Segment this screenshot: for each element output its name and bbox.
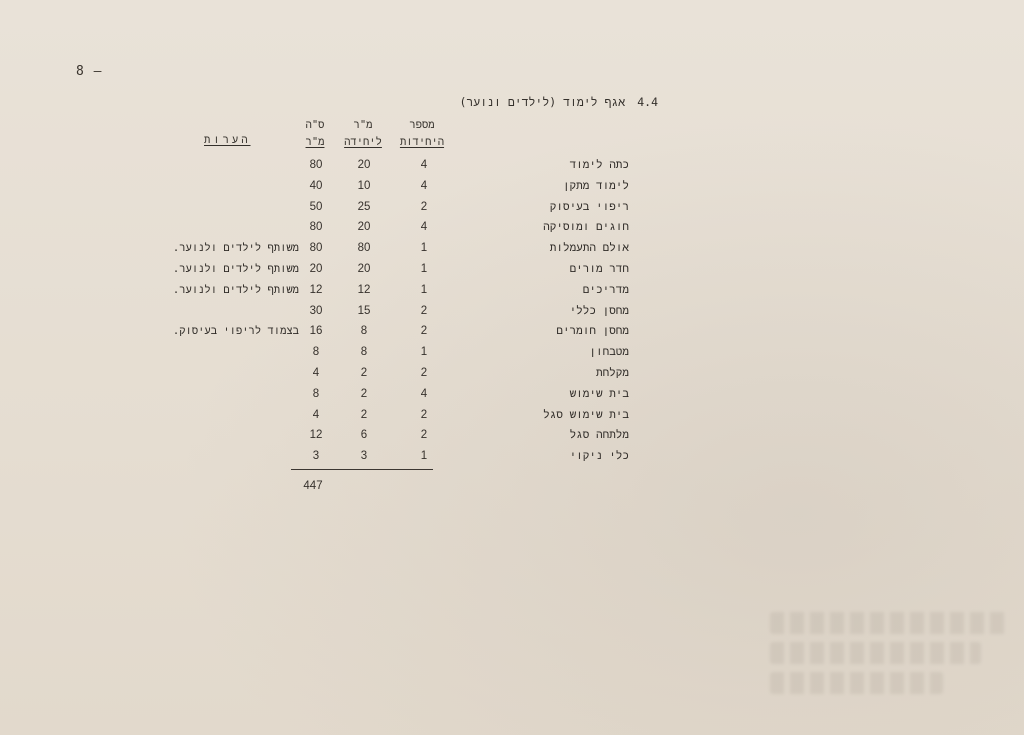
area-per-unit: 2 [360, 408, 368, 421]
row-note: בצמוד לריפוי בעיסוק. [172, 325, 299, 338]
total-area: 12 [309, 429, 323, 442]
table-row [0, 405, 1024, 426]
room-name: מדריכים [582, 282, 629, 296]
room-name: חוגים ומוסיקה [543, 220, 629, 234]
row-note: משותף לילדים ולנוער. [172, 242, 299, 255]
area-per-unit: 25 [357, 200, 371, 213]
table-row [0, 259, 1024, 280]
unit-count: 4 [420, 179, 428, 192]
room-name: ריפוי בעיסוק [549, 199, 629, 213]
table-row [0, 384, 1024, 405]
table-row [0, 280, 1024, 301]
table-row [0, 217, 1024, 238]
column-header-units [396, 117, 448, 151]
total-area: 80 [309, 242, 323, 255]
room-name: מקלחת [595, 365, 629, 379]
area-per-unit: 10 [357, 179, 371, 192]
area-per-unit: 20 [357, 159, 371, 171]
total-area: 4 [312, 408, 320, 421]
room-name: מטבחון [589, 345, 629, 359]
column-header-units-line1: מספר [409, 119, 435, 131]
total-area: 20 [309, 262, 323, 275]
table-row [0, 321, 1024, 342]
column-header-area-line2: ליחידה [344, 136, 382, 148]
area-per-unit: 2 [360, 387, 368, 400]
room-name: כלי ניקוי [569, 449, 629, 463]
unit-count: 1 [420, 242, 428, 255]
area-per-unit: 15 [357, 304, 371, 317]
total-area: 16 [309, 325, 323, 338]
unit-count: 2 [420, 304, 428, 317]
room-name: מלתחה סגל [569, 428, 629, 442]
area-per-unit: 20 [357, 262, 371, 275]
unit-count: 2 [420, 200, 428, 213]
room-name: מחסן חומרים [556, 324, 629, 338]
total-area: 4 [312, 366, 320, 379]
total-area: 80 [309, 221, 323, 234]
table-row [0, 301, 1024, 322]
row-note: משותף לילדים ולנוער. [172, 262, 299, 275]
page-number: 8 – [76, 64, 103, 79]
table-row [0, 197, 1024, 218]
area-per-unit: 6 [360, 429, 368, 442]
area-per-unit: 12 [357, 283, 371, 296]
room-name: בית שימוש סגל [543, 407, 629, 421]
table-row [0, 425, 1024, 446]
total-divider-line [291, 469, 433, 470]
section-number: 4.4 [637, 95, 658, 109]
unit-count: 1 [420, 450, 428, 463]
total-area: 80 [309, 159, 323, 171]
table-row [0, 238, 1024, 259]
room-name: אולם התעמלות [549, 241, 629, 255]
total-area: 3 [312, 450, 320, 463]
total-area: 8 [312, 387, 320, 400]
bleed-through-text [770, 612, 1010, 702]
unit-count: 2 [420, 366, 428, 379]
area-per-unit: 20 [357, 221, 371, 234]
space-program-table [0, 155, 1024, 467]
table-row [0, 176, 1024, 197]
unit-count: 2 [420, 325, 428, 338]
section-title: אגף לימוד (לילדים ונוער) [459, 95, 626, 109]
row-note: משותף לילדים ולנוער. [172, 283, 299, 296]
grand-total: 447 [303, 480, 323, 492]
table-row [0, 155, 1024, 176]
total-area: 12 [309, 283, 323, 296]
section-heading [459, 95, 658, 110]
unit-count: 2 [420, 429, 428, 442]
area-per-unit: 3 [360, 450, 368, 463]
room-name: בית שימוש [569, 386, 629, 400]
room-name: לימוד מתקן [562, 178, 629, 192]
area-per-unit: 8 [360, 346, 368, 359]
unit-count: 1 [420, 283, 428, 296]
unit-count: 2 [420, 408, 428, 421]
room-name: חדר מורים [569, 261, 629, 275]
unit-count: 4 [420, 159, 428, 171]
unit-count: 4 [420, 221, 428, 234]
column-header-total-area [292, 117, 338, 151]
room-name: מחסן כללי [569, 303, 629, 317]
table-row [0, 363, 1024, 384]
area-per-unit: 2 [360, 366, 368, 379]
column-header-area-line1: מ"ר [353, 119, 373, 131]
unit-count: 1 [420, 346, 428, 359]
total-area: 40 [309, 179, 323, 192]
unit-count: 4 [420, 387, 428, 400]
table-row [0, 342, 1024, 363]
column-header-notes: הערות [204, 134, 251, 146]
column-header-total-line2: מ"ר [305, 136, 325, 148]
total-area: 30 [309, 304, 323, 317]
total-area: 8 [312, 346, 320, 359]
total-area: 50 [309, 200, 323, 213]
table-row [0, 446, 1024, 467]
column-header-total-line1: ס"ה [305, 119, 325, 131]
column-header-units-line2: היחידות [399, 136, 445, 148]
room-name: כתה לימוד [569, 158, 629, 171]
area-per-unit: 8 [360, 325, 368, 338]
unit-count: 1 [420, 262, 428, 275]
column-header-area-per-unit [340, 117, 386, 151]
area-per-unit: 80 [357, 242, 371, 255]
